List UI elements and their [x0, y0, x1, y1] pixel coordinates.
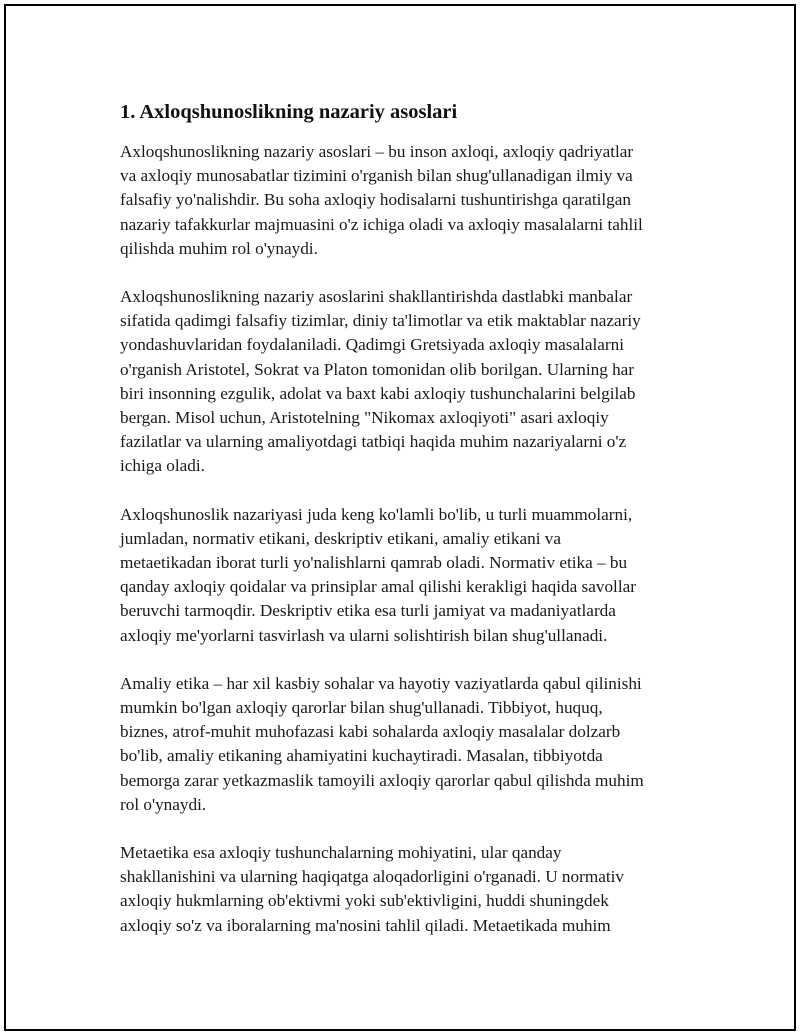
line: axloqiy hukmlarning ob'ektivmi yoki sub'ektivligini, huddi shuningdek [120, 891, 609, 911]
line: axloqiy me'yorlarni tasvirlash va ularni solishtirish bilan shug'ullanadi. [120, 625, 608, 645]
line: o'rganish Aristotel, Sokrat va Platon tomonidan olib borilgan. Ularning har [120, 359, 635, 379]
document-page [4, 4, 796, 1031]
line: nazariy tafakkurlar majmuasini o'z ichiga oladi va axloqiy masalalarni tahlil [120, 214, 643, 234]
line: rol o'ynaydi. [120, 794, 207, 814]
line: beruvchi tarmoqdir. Deskriptiv etika esa turli jamiyat va madaniyatlarda [120, 601, 616, 621]
line: qilishda muhim rol o'ynaydi. [120, 238, 318, 258]
line: bo'lib, amaliy etikaning ahamiyatini kuchaytiradi. Masalan, tibbiyotda [120, 746, 603, 766]
line: va axloqiy munosabatlar tizimini o'rganish bilan shug'ullanadigan ilmiy va [120, 166, 633, 186]
line: Axloqshunoslik nazariyasi juda keng ko'lamli bo'lib, u turli muammolarni, [120, 504, 633, 524]
line: mumkin bo'lgan axloqiy qarorlar bilan shug'ullanadi. Tibbiyot, huquq, [120, 698, 603, 718]
document-content [120, 98, 690, 962]
line: yondashuvlaridan foydalaniladi. Qadimgi Gretsiyada axloqiy masalalarni [120, 335, 625, 355]
line: qanday axloqiy qoidalar va prinsiplar amal qilishi kerakligi haqida savollar [120, 577, 636, 597]
line: sifatida qadimgi falsafiy tizimlar, diniy ta'limotlar va etik maktablar nazariy [120, 311, 641, 331]
paragraph-5 [120, 841, 690, 938]
line: shakllanishini va ularning haqiqatga aloqadorligini o'rganadi. U normativ [120, 867, 624, 887]
line: fazilatlar va ularning amaliyotdagi tatbiqi haqida muhim nazariyalarni o'z [120, 432, 627, 452]
line: jumladan, normativ etikani, deskriptiv etikani, amaliy etikani va [120, 528, 562, 548]
line: biznes, atrof-muhit muhofazasi kabi sohalarda axloqiy masalalar dolzarb [120, 722, 621, 742]
line: falsafiy yo'nalishdir. Bu soha axloqiy hodisalarni tushuntirishga qaratilgan [120, 190, 631, 210]
line: bemorga zarar yetkazmaslik tamoyili axloqiy qarorlar qabul qilishda muhim [120, 770, 644, 790]
line: ichiga oladi. [120, 456, 205, 476]
line: Amaliy etika – har xil kasbiy sohalar va hayotiy vaziyatlarda qabul qilinishi [120, 673, 642, 693]
line: axloqiy so'z va iboralarning ma'nosini tahlil qiladi. Metaetikada muhim [120, 915, 611, 935]
paragraph-2 [120, 285, 690, 479]
line: Axloqshunoslikning nazariy asoslari – bu inson axloqi, axloqiy qadriyatlar [120, 142, 634, 161]
line: metaetikadan iborat turli yo'nalishlarni qamrab oladi. Normativ etika – bu [120, 553, 628, 573]
section-heading: 1. Axloqshunoslikning nazariy asoslari [120, 101, 458, 123]
line: Axloqshunoslikning nazariy asoslarini shakllantirishda dastlabki manbalar [120, 287, 633, 307]
line: Metaetika esa axloqiy tushunchalarning mohiyatini, ular qanday [120, 843, 562, 863]
paragraph-1 [120, 140, 690, 261]
line: biri insonning ezgulik, adolat va baxt kabi axloqiy tushunchalarini belgilab [120, 383, 636, 403]
paragraph-4 [120, 672, 690, 817]
paragraph-3 [120, 503, 690, 648]
line: bergan. Misol uchun, Aristotelning "Nikomax axloqiyoti" asari axloqiy [120, 408, 609, 428]
